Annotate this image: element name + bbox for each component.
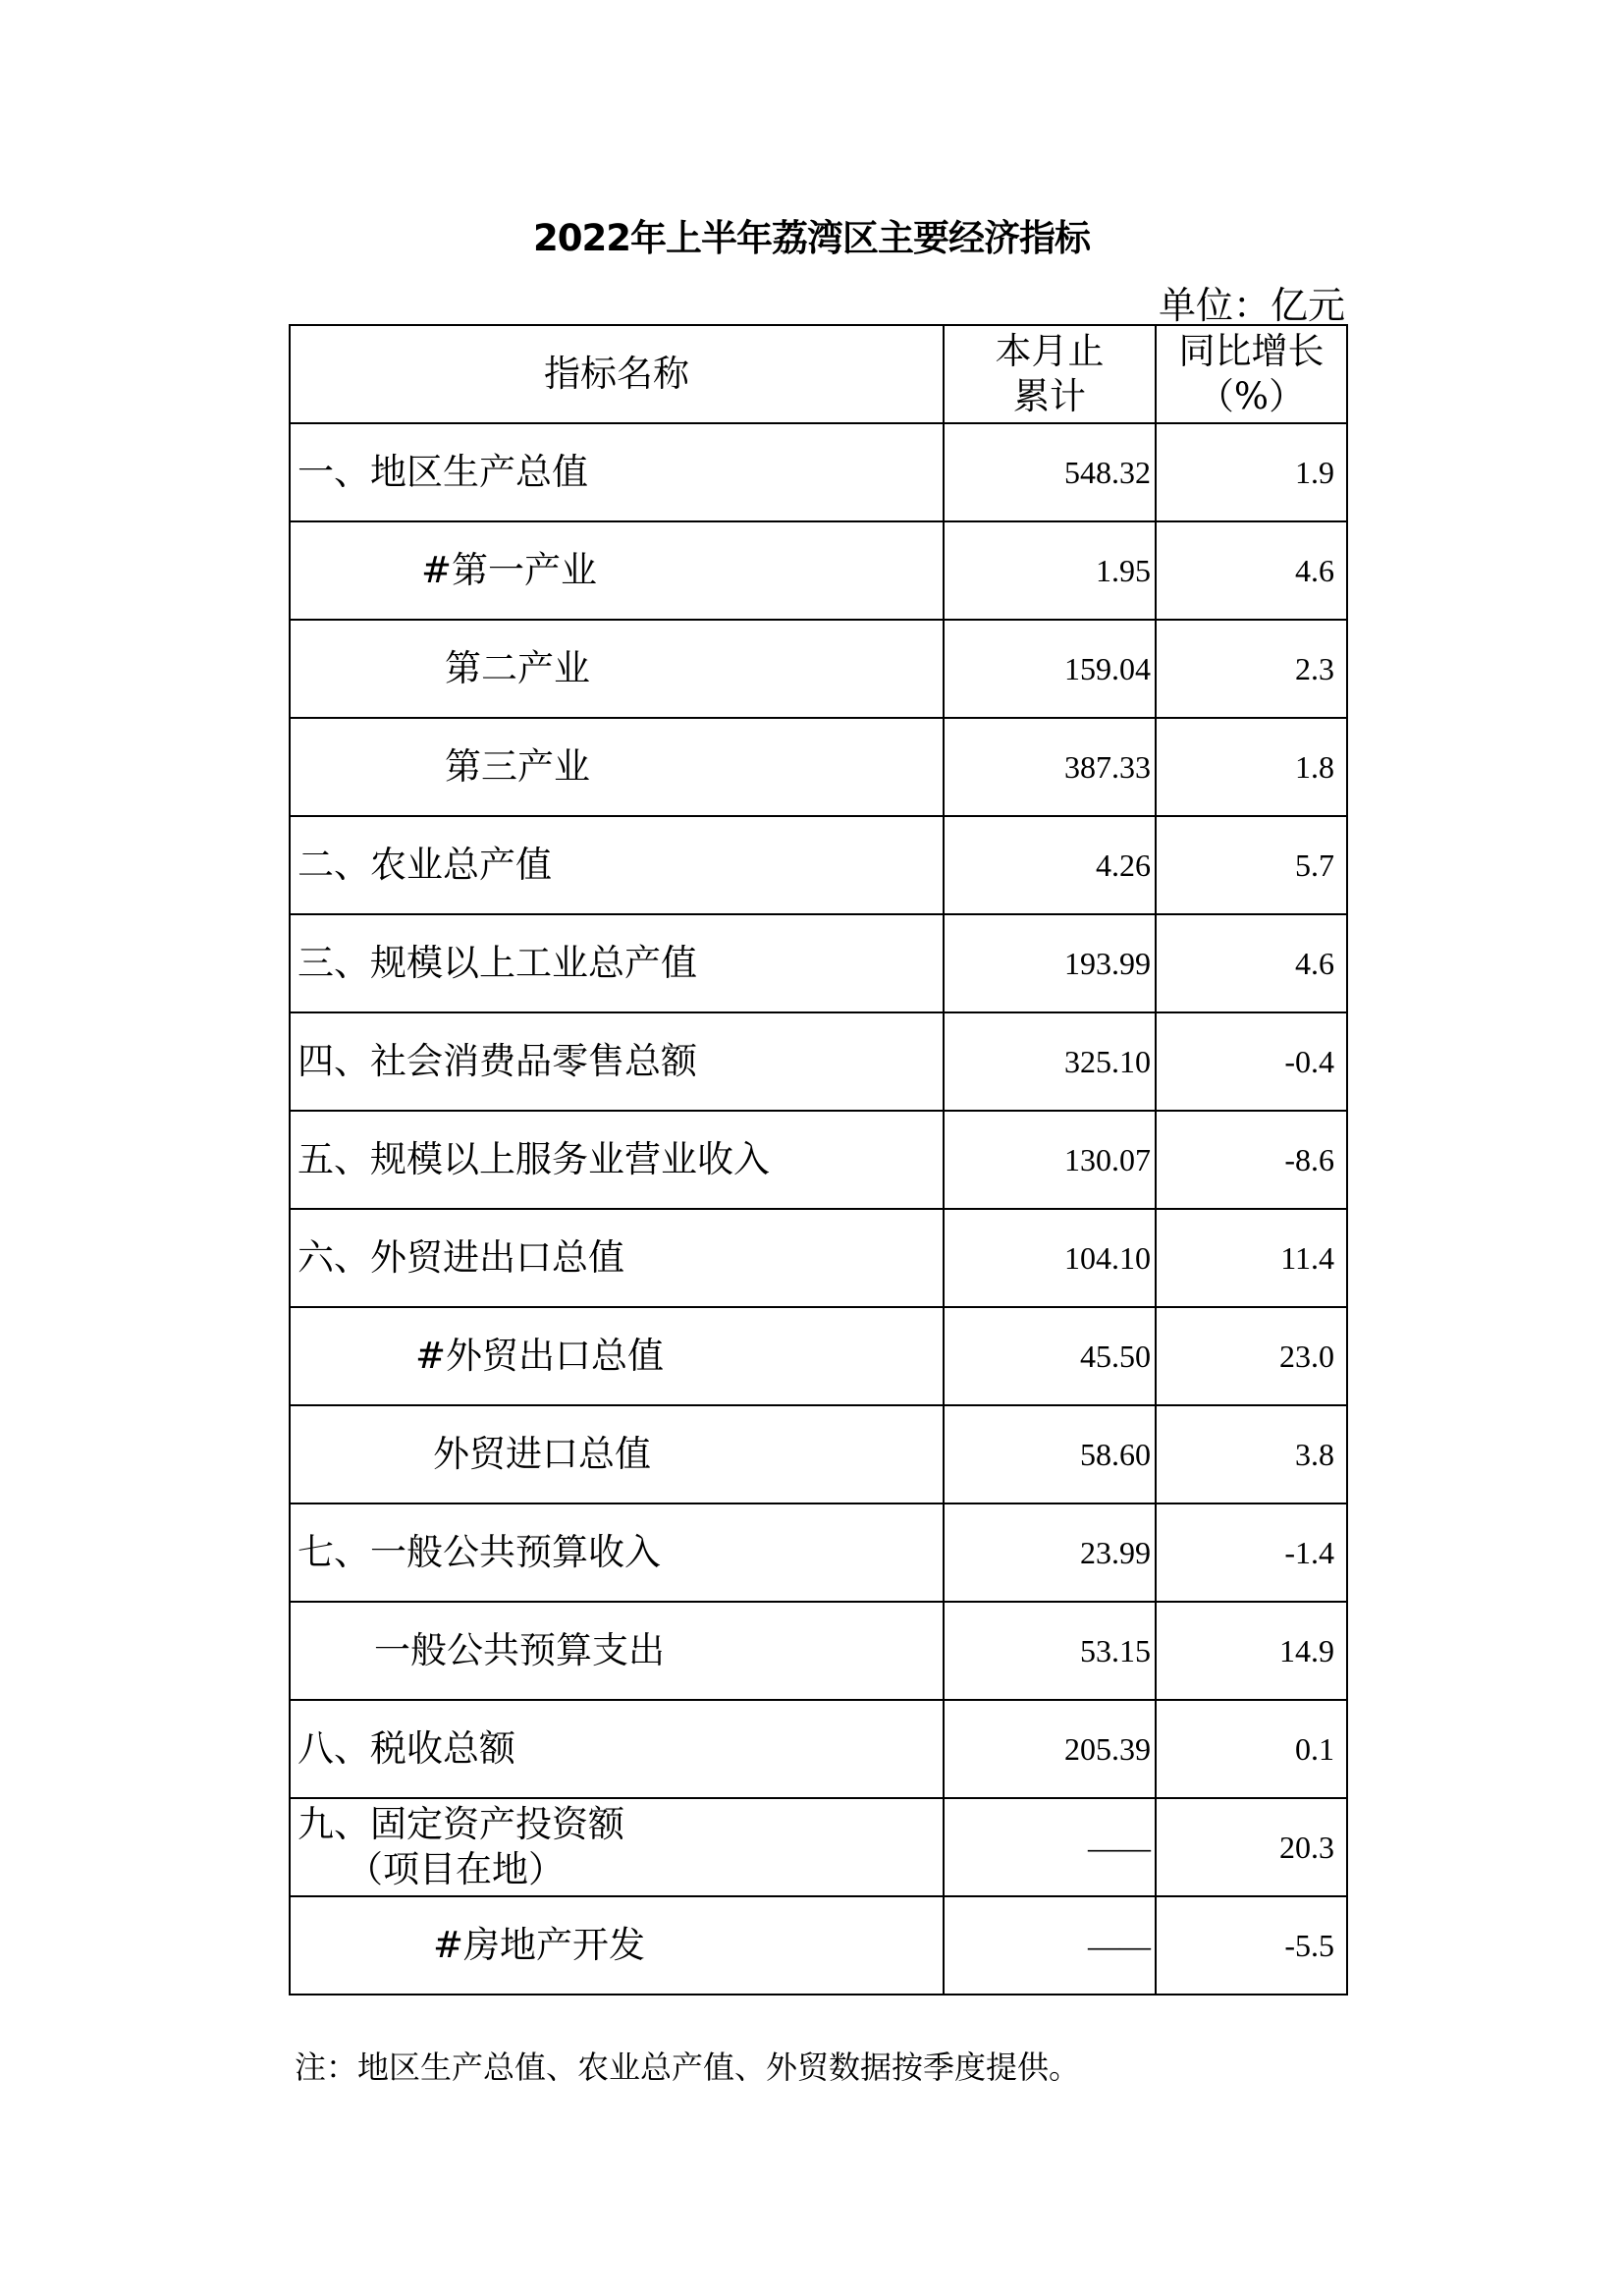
indicator-name: 第三产业 xyxy=(290,718,944,816)
unit-label: 单位：亿元 xyxy=(1158,284,1345,327)
growth-value: 5.7 xyxy=(1156,816,1347,914)
indicator-name: 一般公共预算支出 xyxy=(290,1602,944,1700)
table-row xyxy=(290,620,1347,718)
header-cumulative: 本月止 累计 xyxy=(944,325,1156,423)
footnote: 注：地区生产总值、农业总产值、外贸数据按季度提供。 xyxy=(295,2049,1081,2086)
growth-value: -5.5 xyxy=(1156,1896,1347,1995)
growth-value: 4.6 xyxy=(1156,521,1347,620)
indicator-name: 四、社会消费品零售总额 xyxy=(290,1012,944,1111)
indicator-name: 三、规模以上工业总产值 xyxy=(290,914,944,1012)
growth-value: 23.0 xyxy=(1156,1307,1347,1405)
header-indicator-name: 指标名称 xyxy=(290,325,944,423)
page-title: 2022年上半年荔湾区主要经济指标 xyxy=(533,217,1090,259)
indicator-name: 外贸进口总值 xyxy=(290,1405,944,1503)
cumulative-value: 130.07 xyxy=(944,1111,1156,1209)
growth-value: 1.9 xyxy=(1156,423,1347,521)
indicator-name: 八、税收总额 xyxy=(290,1700,944,1798)
growth-value: 11.4 xyxy=(1156,1209,1347,1307)
growth-value: -0.4 xyxy=(1156,1012,1347,1111)
growth-value: 2.3 xyxy=(1156,620,1347,718)
indicator-name: #房地产开发 xyxy=(290,1896,944,1995)
cumulative-value: 205.39 xyxy=(944,1700,1156,1798)
table-row xyxy=(290,914,1347,1012)
growth-value: -8.6 xyxy=(1156,1111,1347,1209)
cumulative-value: 4.26 xyxy=(944,816,1156,914)
growth-value: 0.1 xyxy=(1156,1700,1347,1798)
cumulative-value: 53.15 xyxy=(944,1602,1156,1700)
indicator-name: 九、固定资产投资额 （项目在地） xyxy=(290,1798,944,1896)
table-row xyxy=(290,816,1347,914)
table-row xyxy=(290,1012,1347,1111)
cumulative-value: 548.32 xyxy=(944,423,1156,521)
table-row xyxy=(290,1602,1347,1700)
table-row xyxy=(290,1700,1347,1798)
indicator-name: 二、农业总产值 xyxy=(290,816,944,914)
cumulative-value: 159.04 xyxy=(944,620,1156,718)
cumulative-value: 45.50 xyxy=(944,1307,1156,1405)
indicator-name: 第二产业 xyxy=(290,620,944,718)
indicator-name: 一、地区生产总值 xyxy=(290,423,944,521)
table-row xyxy=(290,1307,1347,1405)
table-row xyxy=(290,1209,1347,1307)
cumulative-value: 387.33 xyxy=(944,718,1156,816)
table-row xyxy=(290,521,1347,620)
growth-value: -1.4 xyxy=(1156,1503,1347,1602)
cumulative-value: 23.99 xyxy=(944,1503,1156,1602)
table-row xyxy=(290,1503,1347,1602)
cumulative-value: 58.60 xyxy=(944,1405,1156,1503)
growth-value: 20.3 xyxy=(1156,1798,1347,1896)
table-row xyxy=(290,1896,1347,1995)
indicator-name: #第一产业 xyxy=(290,521,944,620)
table-row xyxy=(290,1405,1347,1503)
cumulative-value: 193.99 xyxy=(944,914,1156,1012)
indicator-name: 五、规模以上服务业营业收入 xyxy=(290,1111,944,1209)
growth-value: 4.6 xyxy=(1156,914,1347,1012)
cumulative-value: 325.10 xyxy=(944,1012,1156,1111)
header-growth: 同比增长 （%） xyxy=(1156,325,1347,423)
indicator-table xyxy=(289,324,1348,1995)
growth-value: 14.9 xyxy=(1156,1602,1347,1700)
table-header-row xyxy=(290,325,1347,423)
growth-value: 1.8 xyxy=(1156,718,1347,816)
cumulative-value: 104.10 xyxy=(944,1209,1156,1307)
cumulative-value: —— xyxy=(944,1798,1156,1896)
table-row xyxy=(290,718,1347,816)
cumulative-value: 1.95 xyxy=(944,521,1156,620)
growth-value: 3.8 xyxy=(1156,1405,1347,1503)
table-row xyxy=(290,1798,1347,1896)
table-row xyxy=(290,423,1347,521)
cumulative-value: —— xyxy=(944,1896,1156,1995)
indicator-name: 七、一般公共预算收入 xyxy=(290,1503,944,1602)
indicator-name: #外贸出口总值 xyxy=(290,1307,944,1405)
table-row xyxy=(290,1111,1347,1209)
indicator-name: 六、外贸进出口总值 xyxy=(290,1209,944,1307)
